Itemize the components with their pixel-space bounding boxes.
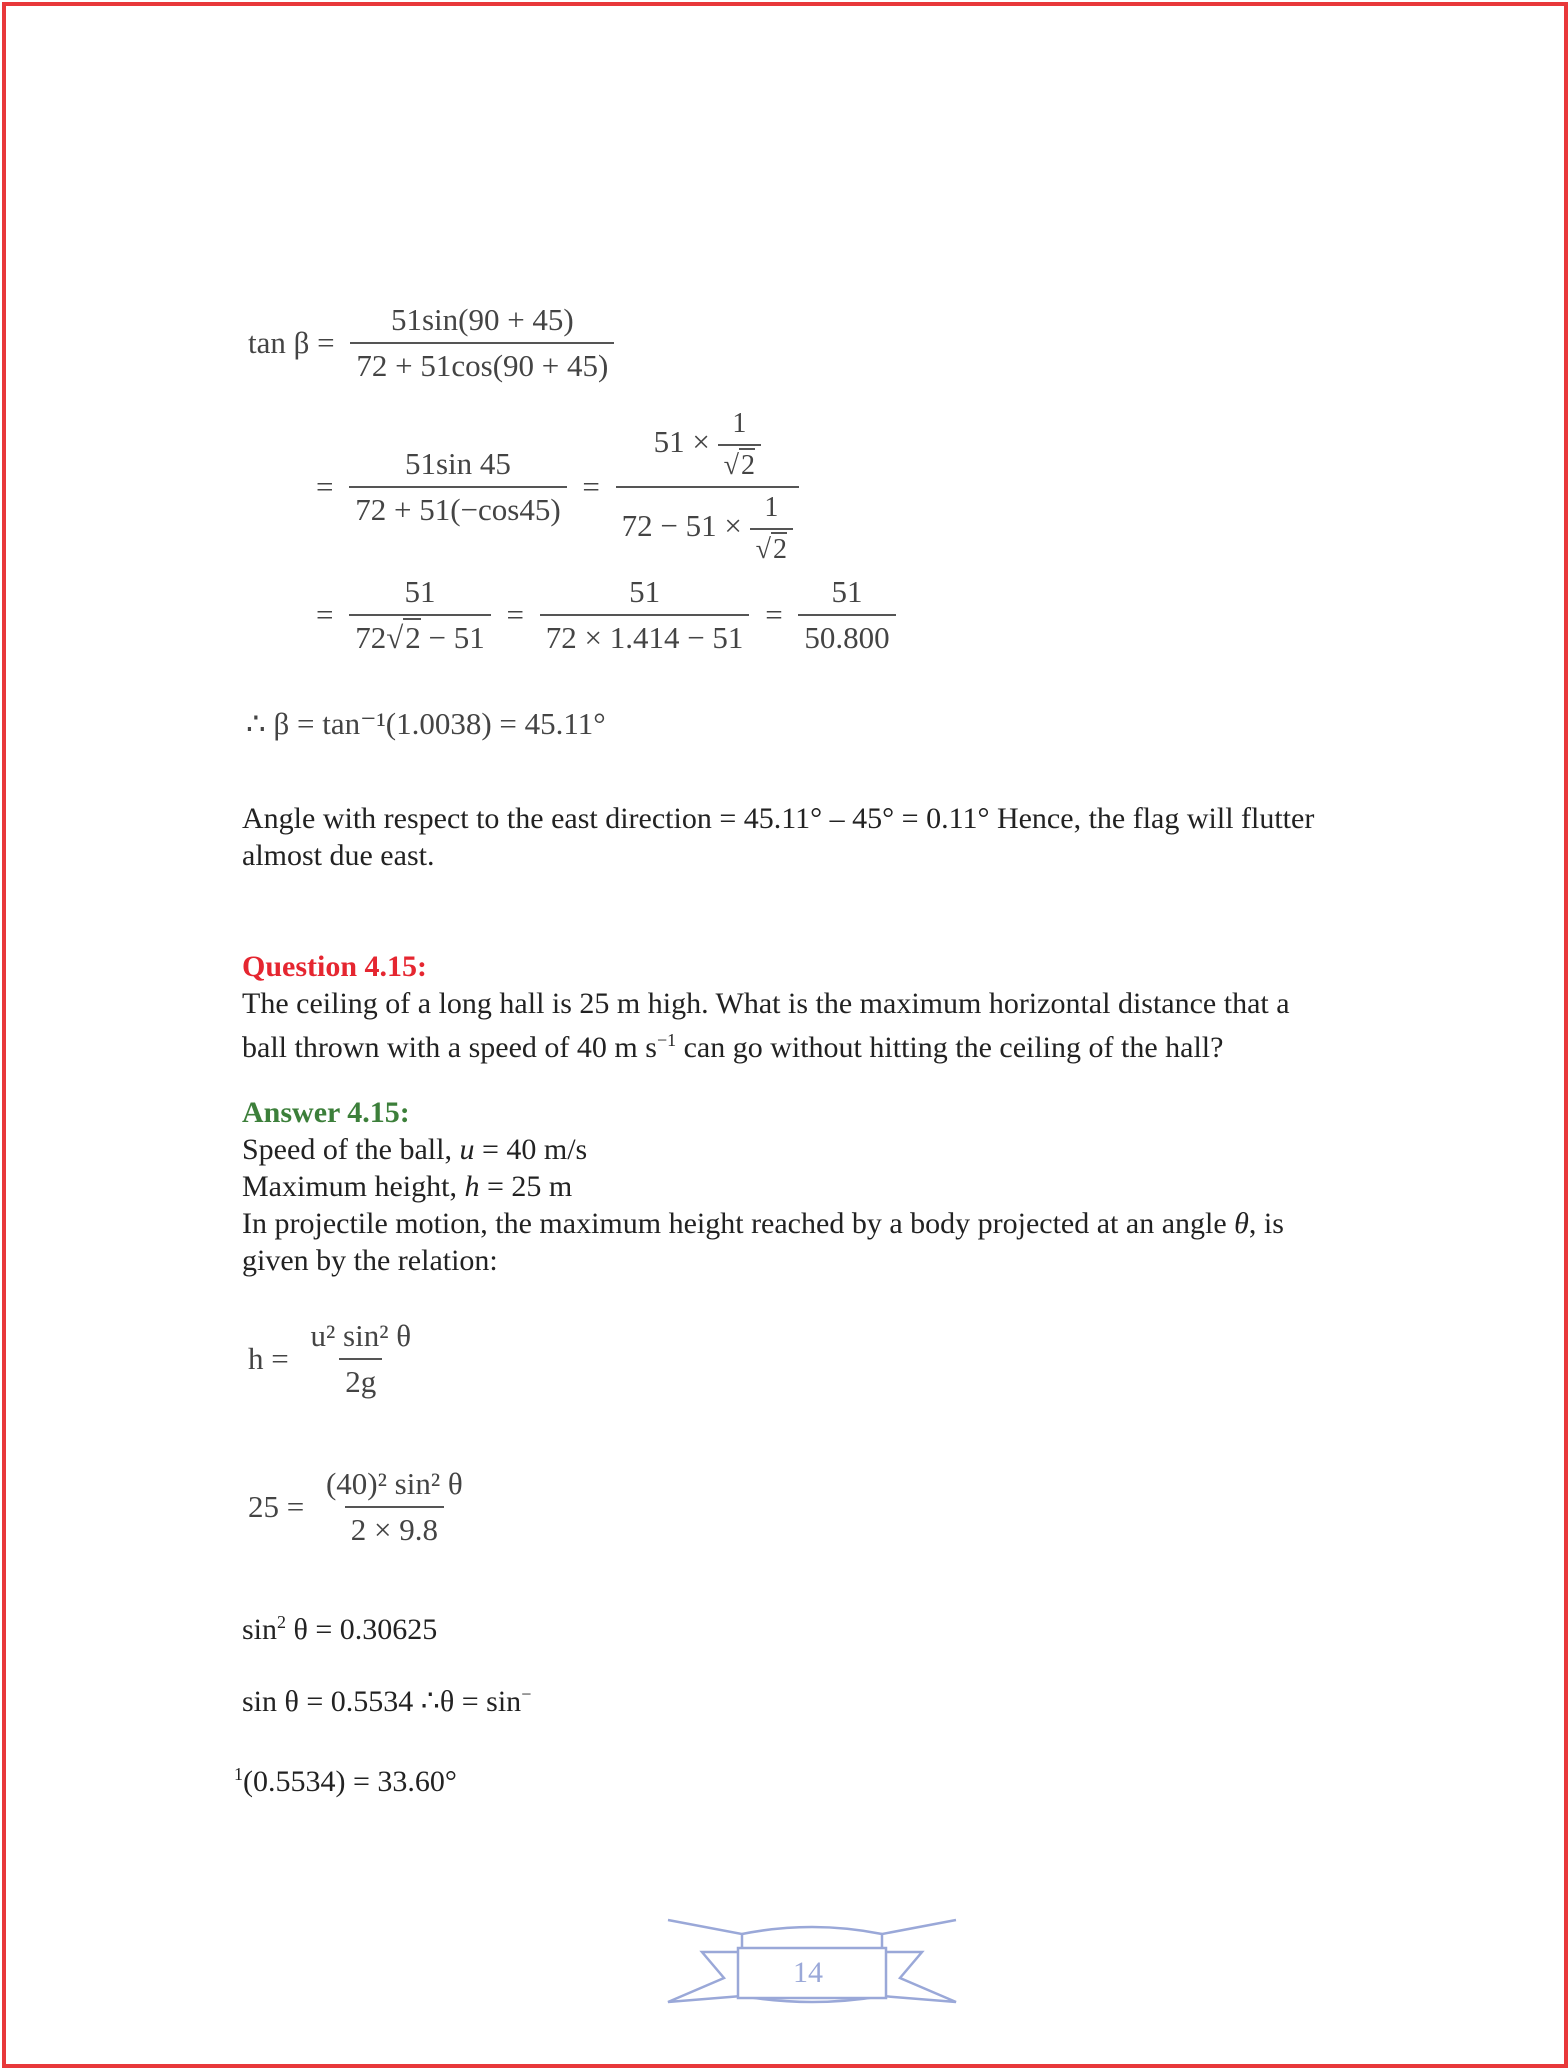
equals-sign: =: [765, 597, 783, 632]
question-body: [242, 985, 1372, 1066]
one: 1: [764, 492, 779, 523]
step3b-denominator: 72 × 1.414 − 51: [540, 614, 750, 656]
one: 1: [732, 408, 747, 439]
tan-beta-step2: [316, 408, 799, 566]
substitution-equation: [248, 1466, 469, 1548]
root2: √2: [750, 528, 793, 566]
question-line-2b: can go without hitting the ceiling of the hall?: [676, 1031, 1224, 1064]
height-line: [242, 1168, 1372, 1205]
one-over-root2: [718, 408, 761, 482]
equals-sign: =: [582, 469, 600, 504]
root2: √2: [718, 444, 761, 482]
step3a-denominator: 72√2 − 51: [349, 614, 491, 656]
tan-beta-fraction: [350, 302, 614, 384]
sin2-exponent: 2: [277, 1612, 287, 1632]
step3-fraction-b: [540, 574, 750, 656]
sin-theta-line: [242, 1676, 531, 1720]
step2b-den-text: 72 − 51 ×: [621, 508, 742, 544]
question-exponent: −1: [656, 1030, 677, 1050]
step3a-numerator: 51: [404, 574, 436, 609]
page-number: 14: [793, 1956, 823, 1989]
projectile-line-2: given by the relation:: [242, 1244, 498, 1277]
step2b-denominator: [616, 486, 799, 566]
height-value: = 25 m: [479, 1170, 573, 1203]
tan-beta-lhs: tan β =: [248, 325, 335, 360]
angle-paragraph: Angle with respect to the east direction = 45.11° – 45° = 0.11° Hence, the flag will flutter almost due east.: [242, 802, 1315, 872]
speed-var: u: [459, 1133, 475, 1166]
theta-result-exponent: 1: [234, 1764, 243, 1784]
sin-theta-exponent: −: [521, 1684, 532, 1704]
theta-result-value: (0.5534) = 33.60°: [243, 1765, 457, 1798]
step2-fraction-a: [349, 446, 566, 528]
question-label: Question 4.15:: [242, 950, 428, 983]
step3a-den-tail: − 51: [428, 620, 485, 655]
step2b-numerator: [648, 408, 767, 486]
speed-value: = 40 m/s: [474, 1133, 588, 1166]
step2b-num-text: 51 ×: [653, 424, 710, 460]
answer-label: Answer 4.15:: [242, 1096, 410, 1129]
beta-result: ∴ β = tan⁻¹(1.0038) = 45.11°: [246, 706, 606, 741]
sin2-text: sin: [242, 1613, 278, 1646]
step2-numerator: 51sin 45: [404, 446, 511, 481]
step3c-numerator: 51: [831, 574, 863, 609]
step3a-den-coef: 72: [355, 620, 387, 655]
question-line-2a: ball thrown with a speed of 40 m s: [242, 1031, 657, 1064]
projectile-text-a: In projectile motion, the maximum height reached by a body projected at an angle: [242, 1207, 1235, 1240]
theta-var: θ: [1234, 1207, 1249, 1240]
sin-theta-text: sin θ = 0.5534 ∴θ = sin: [242, 1685, 522, 1718]
s25-lhs: 25 =: [248, 1489, 305, 1524]
tan-beta-denominator: 72 + 51cos(90 + 45): [350, 342, 614, 384]
theta-result-line: [234, 1756, 457, 1800]
h-numerator: u² sin² θ: [310, 1318, 412, 1353]
step2-fraction-b: [616, 408, 799, 566]
tan-beta-equation: [248, 302, 614, 384]
step2-denominator: 72 + 51(−cos45): [349, 486, 566, 528]
root2-radicand: 2: [773, 534, 787, 565]
step3c-denominator: 50.800: [798, 614, 895, 656]
height-text: Maximum height,: [242, 1170, 465, 1203]
h-denominator: 2g: [339, 1358, 382, 1400]
root2-radicand: 2: [405, 620, 421, 655]
projectile-text-b: , is: [1248, 1207, 1284, 1240]
projectile-line-1: [242, 1205, 1372, 1242]
tan-beta-step3: [316, 574, 896, 656]
equals-sign: =: [316, 469, 334, 504]
h-lhs: h =: [248, 1341, 289, 1376]
equals-sign: =: [506, 597, 524, 632]
s25-numerator: (40)² sin² θ: [325, 1466, 463, 1501]
h-fraction: [304, 1318, 417, 1400]
step3-fraction-c: [798, 574, 895, 656]
s25-denominator: 2 × 9.8: [345, 1506, 444, 1548]
sin2-value: θ = 0.30625: [286, 1613, 438, 1646]
speed-line: [242, 1131, 1372, 1168]
max-height-equation: [248, 1318, 417, 1400]
equals-sign: =: [316, 597, 334, 632]
one-over-root2: [750, 492, 793, 566]
s25-fraction: [320, 1466, 469, 1548]
speed-text: Speed of the ball,: [242, 1133, 460, 1166]
sin-squared-line: [242, 1604, 437, 1648]
root2-radicand: 2: [741, 450, 755, 481]
answer-body: [242, 1131, 1372, 1279]
step3-fraction-a: [349, 574, 491, 656]
question-line-1: The ceiling of a long hall is 25 m high. What is the maximum horizontal distance that a: [242, 987, 1290, 1020]
tan-beta-numerator: 51sin(90 + 45): [390, 302, 574, 337]
question-line-2: [242, 1022, 1372, 1066]
step3b-numerator: 51: [629, 574, 661, 609]
height-var: h: [464, 1170, 480, 1203]
